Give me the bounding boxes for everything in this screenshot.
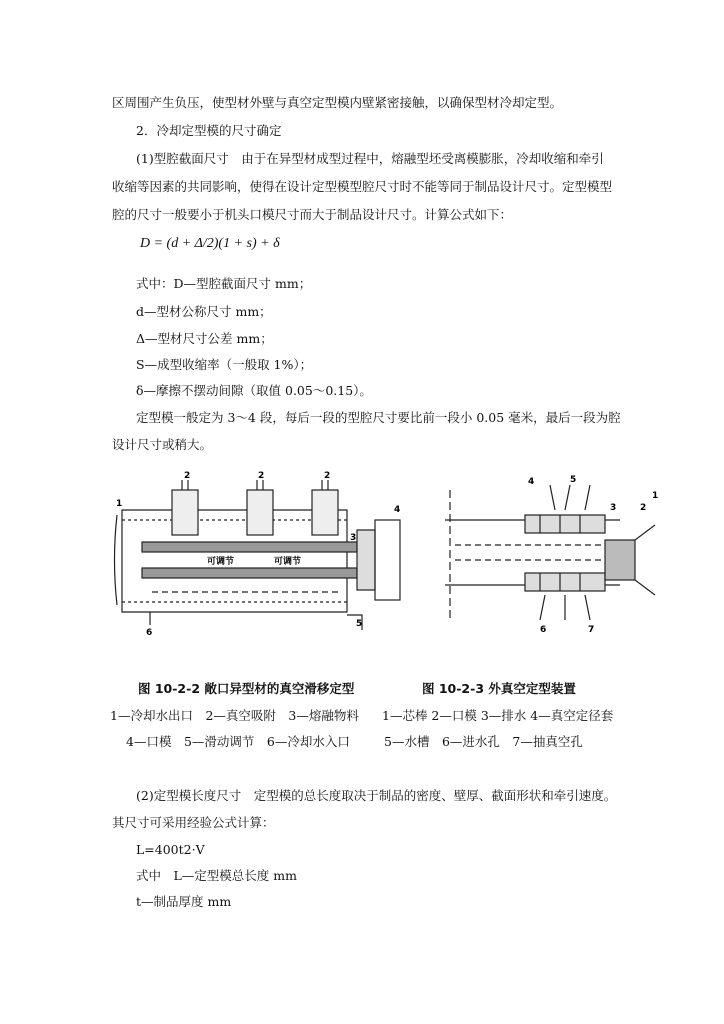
paragraph-continuation: 区周围产生负压，使型材外壁与真空定型模内壁紧密接触，以确保型材冷却定型。	[112, 95, 563, 110]
figure-external-vacuum-sizing	[440, 470, 660, 640]
paragraph-line: 收缩等因素的共同影响，使得在设计定型模型腔尺寸时不能等同于制品设计尺寸。定型模型	[112, 179, 613, 194]
definition-line: t—制品厚度 mm	[136, 894, 232, 909]
figure-label: 2	[184, 471, 191, 481]
figure-legend-right: 5—水槽 6—进水孔 7—抽真空孔	[384, 734, 583, 749]
figure-label: 5	[356, 619, 363, 629]
figure-label: 2	[640, 503, 647, 513]
formula-d: D = (d + Δ/2)(1 + s) + δ	[140, 236, 280, 251]
paragraph-line: (1)型腔截面尺寸 由于在异型材成型过程中，熔融型坯受离模膨胀，冷却收缩和牵引	[136, 151, 604, 166]
figure-label: 4	[528, 477, 535, 487]
paragraph-line: 其尺寸可采用经验公式计算：	[112, 815, 275, 830]
figure-legend-right: 1—芯棒 2—口模 3—排水 4—真空定径套	[382, 708, 614, 723]
definition-line: δ—摩擦不摆动间隙（取值 0.05～0.15）。	[136, 383, 372, 398]
figure-inner-label: 可调节	[207, 557, 235, 567]
figure-label: 2	[324, 471, 331, 481]
definition-line: Δ—型材尺寸公差 mm；	[136, 331, 273, 346]
definition-line: d—型材公称尺寸 mm；	[136, 304, 272, 319]
figure-label: 3	[610, 503, 617, 513]
figure-caption-right: 图 10-2-3 外真空定型装置	[422, 681, 576, 696]
paragraph-line: 设计尺寸或稍大。	[112, 437, 213, 452]
section-heading: 2．冷却定型模的尺寸确定	[136, 123, 282, 138]
figure-label: 6	[540, 625, 547, 635]
figure-label: 5	[570, 475, 577, 485]
figure-label: 2	[258, 471, 265, 481]
figure-vacuum-slide-sizing	[112, 470, 412, 640]
paragraph-line: (2)定型模长度尺寸 定型模的总长度取决于制品的密度、壁厚、截面形状和牵引速度。	[136, 788, 617, 803]
figure-label: 4	[394, 505, 401, 515]
definition-line: 式中 L—定型模总长度 mm	[136, 868, 297, 883]
figure-label: 3	[350, 533, 357, 543]
figure-caption-left: 图 10-2-2 敞口异型材的真空滑移定型	[138, 681, 355, 696]
figure-inner-label: 可调节	[274, 557, 302, 567]
formula-l: L=400t2·V	[136, 842, 205, 857]
figure-legend-left: 4—口模 5—滑动调节 6—冷却水入口	[126, 734, 350, 749]
figure-legend-left: 1—冷却水出口 2—真空吸附 3—熔融物料	[110, 708, 359, 723]
figure-label: 7	[588, 625, 595, 635]
paragraph-line: 腔的尺寸一般要小于机头口模尺寸而大于制品设计尺寸。计算公式如下：	[112, 207, 513, 222]
paragraph-line: 定型模一般定为 3～4 段，每后一段的型腔尺寸要比前一段小 0.05 毫米，最后一段为腔	[136, 410, 621, 425]
definition-line: 式中：D—型腔截面尺寸 mm；	[136, 276, 312, 291]
figure-label: 1	[116, 499, 123, 509]
definition-line: S—成型收缩率（一般取 1%）；	[136, 357, 313, 372]
figure-label: 1	[652, 491, 659, 501]
figure-label: 6	[146, 628, 153, 638]
